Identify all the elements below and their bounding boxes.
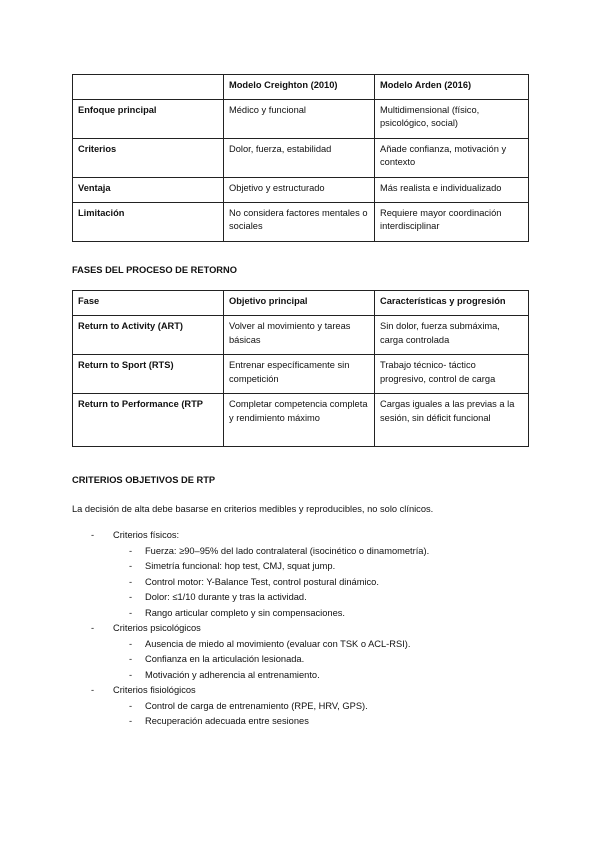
table-cell: Cargas iguales a las previas a la sesión, sin déficit funcional [375,394,529,447]
row-label: Criterios [73,139,224,178]
table-cell: Entrenar específicamente sin competición [224,355,375,394]
table-cell: Dolor, fuerza, estabilidad [224,139,375,178]
group-label: Criterios físicos: [113,530,180,541]
table-header-cell: Modelo Arden (2016) [375,75,529,100]
table-row [73,178,529,203]
list-item-text: Simetría funcional: hop test, CMJ, squat jump. [145,561,336,572]
table-header-cell: Modelo Creighton (2010) [224,75,375,100]
criteria-intro: La decisión de alta debe basarse en criterios medibles y reproducibles, no solo clínicos. [72,503,434,514]
table-cell: Objetivo y estructurado [224,178,375,203]
table-cell: Más realista e individualizado [375,178,529,203]
group-label: Criterios fisiológicos [113,685,196,696]
list-item-text: Ausencia de miedo al movimiento (evaluar con TSK o ACL-RSI). [145,638,411,649]
phases-section-title: FASES DEL PROCESO DE RETORNO [72,265,237,275]
list-item [72,590,528,606]
list-item [72,637,528,653]
table-row [73,139,529,178]
dash-bullet: - [129,700,133,711]
table-cell: No considera factores mentales o sociales [224,203,375,242]
criteria-section-title: CRITERIOS OBJETIVOS DE RTP [72,475,216,486]
dash-bullet: - [129,638,133,649]
table-cell: Completar competencia completa y rendimiento máximo [224,394,375,447]
row-label: Return to Sport (RTS) [73,355,224,394]
row-label: Return to Activity (ART) [73,316,224,355]
dash-bullet: - [129,592,133,603]
row-label: Enfoque principal [73,100,224,139]
dash-bullet: - [129,716,133,727]
list-item [72,544,528,560]
list-item [72,575,528,591]
dash-bullet: - [91,623,95,634]
table-cell: Volver al movimiento y tareas básicas [224,316,375,355]
list-item-text: Fuerza: ≥90–95% del lado contralateral (isocinético o dinamometría). [145,545,430,556]
list-item [72,559,528,575]
list-item [72,699,528,715]
table-cell: Requiere mayor coordinación interdisciplinar [375,203,529,242]
phases-table [72,290,529,447]
table-header-cell: Fase [73,291,224,316]
table-cell: Añade confianza, motivación y contexto [375,139,529,178]
list-item-text: Motivación y adherencia al entrenamiento. [145,669,320,680]
criteria-group-physiological [72,683,528,699]
table-header-cell: Objetivo principal [224,291,375,316]
table-row [73,394,529,447]
dash-bullet: - [129,545,133,556]
table-cell: Multidimensional (físico, psicológico, social) [375,100,529,139]
table-cell: Sin dolor, fuerza submáxima, carga controlada [375,316,529,355]
table-header-cell: Características y progresión [375,291,529,316]
table-row [73,355,529,394]
table-cell: Médico y funcional [224,100,375,139]
dash-bullet: - [129,669,133,680]
table-row [73,203,529,242]
table-cell: Trabajo técnico- táctico progresivo, control de carga [375,355,529,394]
dash-bullet: - [129,607,133,618]
table-row [73,316,529,355]
list-item [72,652,528,668]
list-item-text: Dolor: ≤1/10 durante y tras la actividad. [145,592,307,603]
row-label: Return to Performance (RTP [73,394,224,447]
table-header-row [73,75,529,100]
criteria-group-physical [72,528,528,544]
table-row [73,100,529,139]
dash-bullet: - [91,685,95,696]
list-item-text: Control motor: Y-Balance Test, control postural dinámico. [145,576,379,587]
list-item-text: Recuperación adecuada entre sesiones [145,716,309,727]
list-item [72,668,528,684]
document-page [72,74,528,730]
criteria-group-psychological [72,621,528,637]
table-header-row [73,291,529,316]
list-item [72,606,528,622]
criteria-list [72,528,528,730]
comparison-table [72,74,529,242]
list-item-text: Confianza en la articulación lesionada. [145,654,305,665]
row-label: Limitación [73,203,224,242]
dash-bullet: - [129,576,133,587]
dash-bullet: - [91,530,95,541]
table-header-cell [73,75,224,100]
group-label: Criterios psicológicos [113,623,201,634]
list-item-text: Rango articular completo y sin compensaciones. [145,607,345,618]
row-label: Ventaja [73,178,224,203]
list-item-text: Control de carga de entrenamiento (RPE, HRV, GPS). [145,700,368,711]
dash-bullet: - [129,654,133,665]
dash-bullet: - [129,561,133,572]
list-item [72,714,528,730]
